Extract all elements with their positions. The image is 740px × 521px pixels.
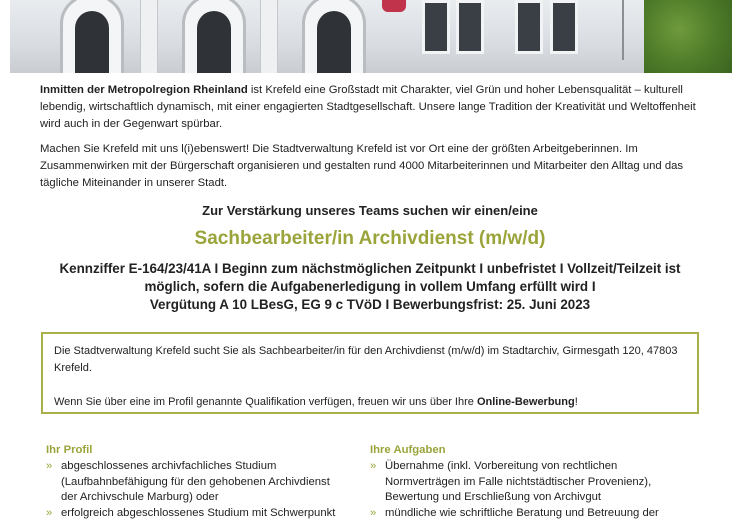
- building-column: [260, 0, 278, 73]
- bullet-icon: »: [370, 459, 376, 475]
- building-window: [456, 0, 484, 54]
- job-meta-line: möglich, sofern die Aufgabenerledigung in vollem Umfang erfüllt wird I: [20, 278, 720, 296]
- profile-list: [46, 459, 346, 521]
- intro-paragraph: [40, 82, 700, 133]
- info-location: Die Stadtverwaltung Krefeld sucht Sie als Sachbearbeiter/in für den Archivdienst (m/w/d) im Stadtarchiv, Girmesgath 120, 47803 Krefeld.: [54, 343, 686, 377]
- flower-box: [382, 0, 406, 12]
- job-meta-line: Vergütung A 10 LBesG, EG 9 c TVöD I Bewerbungsfrist: 25. Juni 2023: [20, 296, 720, 314]
- building-window: [515, 0, 543, 54]
- profile-heading: Ihr Profil: [46, 444, 92, 456]
- list-item: » Übernahme (inkl. Vorbereitung von rechtlichen Normverträgen im Falle nichtstädtischer Provenienz), Bewertung und Erschließung von Archivgut: [370, 459, 670, 506]
- bullet-icon: »: [46, 459, 52, 475]
- tasks-list: [370, 459, 670, 521]
- info-apply: Wenn Sie über eine im Profil genannte Qualifikation verfügen, freuen wir uns über Ihre Online-Bewerbung!: [54, 394, 686, 411]
- intro-text: ist Krefeld eine Großstadt mit Charakter, viel Grün und hoher Lebensqualität – kulturell lebendig, wirtschaftlich dynamisch, mit einer engagierten Stadtgesellschaft. Unsere lange Tradition der Kreativität und Weltoffenheit wird auch in der Gegenwart spürbar.: [40, 84, 696, 130]
- header-photo: [10, 0, 732, 73]
- list-item: » mündliche wie schriftliche Beratung und Betreuung der: [370, 506, 670, 521]
- list-item: » abgeschlossenes archivfachliches Studium (Laufbahnbefähigung für den gehobenen Archivdienst der Archivschule Marburg) oder: [46, 459, 346, 506]
- bullet-icon: »: [46, 506, 52, 521]
- building-window: [422, 0, 450, 54]
- tasks-heading: Ihre Aufgaben: [370, 444, 446, 456]
- info-box: [41, 332, 699, 414]
- intro-lead: Inmitten der Metropolregion Rheinland: [40, 84, 248, 96]
- tree: [644, 0, 732, 73]
- building-column: [140, 0, 158, 73]
- building-arch: [60, 0, 124, 73]
- search-intro: Zur Verstärkung unseres Teams suchen wir einen/eine: [20, 203, 720, 218]
- job-meta-line: Kennziffer E-164/23/41A I Beginn zum nächstmöglichen Zeitpunkt I unbefristet I Vollzeit/Teilzeit ist: [20, 260, 720, 278]
- building-arch: [182, 0, 246, 73]
- job-meta: [20, 260, 720, 314]
- flag-pole: [622, 0, 624, 60]
- employer-paragraph: Machen Sie Krefeld mit uns l(i)ebenswert! Die Stadtverwaltung Krefeld ist vor Ort eine der größten Arbeitgeberinnen. Im Zusammenwirken mit der Bürgerschaft organisieren und gestalten rund 4000 Mitarbeiterinnen und Mitarbeiter den Alltag und das tägliche Miteinander in unserer Stadt.: [40, 141, 700, 192]
- job-title: Sachbearbeiter/in Archivdienst (m/w/d): [20, 228, 720, 250]
- building-window: [550, 0, 578, 54]
- building-arch: [302, 0, 366, 73]
- online-application-link: Online-Bewerbung: [477, 396, 575, 408]
- list-item: » erfolgreich abgeschlossenes Studium mit Schwerpunkt: [46, 506, 346, 521]
- bullet-icon: »: [370, 506, 376, 521]
